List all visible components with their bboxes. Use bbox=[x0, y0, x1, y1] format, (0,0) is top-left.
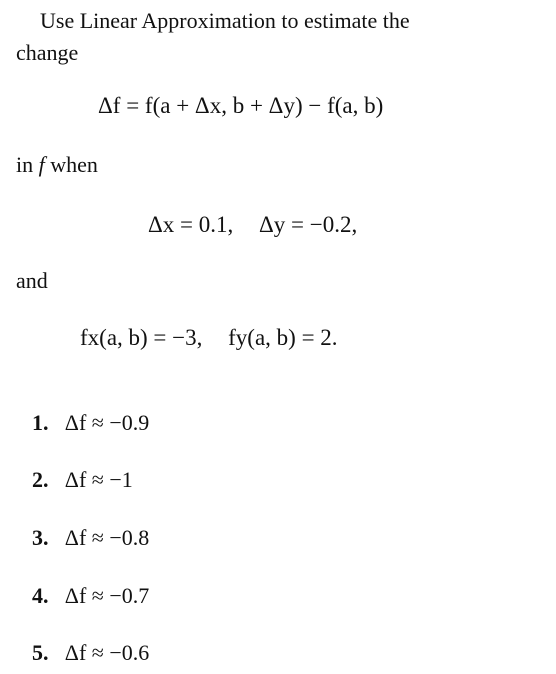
option-2[interactable] bbox=[32, 467, 133, 493]
option-2-number: 2. bbox=[32, 467, 49, 492]
option-4-number: 4. bbox=[32, 583, 49, 608]
intro-line-1: Use Linear Approximation to estimate the bbox=[40, 8, 410, 33]
partials-line bbox=[80, 325, 338, 351]
option-2-expr: Δf ≈ −1 bbox=[64, 467, 133, 492]
when-text: when bbox=[50, 152, 98, 177]
option-4-expr: Δf ≈ −0.7 bbox=[64, 583, 150, 608]
option-1[interactable] bbox=[32, 410, 149, 436]
option-3-expr: Δf ≈ −0.8 bbox=[64, 525, 150, 550]
option-1-expr: Δf ≈ −0.9 bbox=[64, 410, 150, 435]
fx-value: fx(a, b) = −3, bbox=[80, 325, 203, 350]
fy-value: fy(a, b) = 2. bbox=[228, 325, 338, 350]
option-3[interactable] bbox=[32, 525, 149, 551]
delta-f-definition: Δf = f(a + Δx, b + Δy) − f(a, b) bbox=[98, 93, 384, 118]
option-5-number: 5. bbox=[32, 640, 49, 665]
intro-line-2: change bbox=[16, 40, 79, 65]
option-5[interactable] bbox=[32, 640, 149, 666]
option-1-number: 1. bbox=[32, 410, 49, 435]
delta-x-value: Δx = 0.1, bbox=[148, 212, 234, 237]
option-4[interactable] bbox=[32, 583, 149, 609]
f-symbol: f bbox=[38, 152, 45, 177]
and-text: and bbox=[16, 268, 48, 293]
option-3-number: 3. bbox=[32, 525, 49, 550]
delta-y-value: Δy = −0.2, bbox=[259, 212, 358, 237]
in-text: in bbox=[16, 152, 34, 177]
option-5-expr: Δf ≈ −0.6 bbox=[64, 640, 150, 665]
increments-line bbox=[148, 212, 357, 238]
in-f-when bbox=[16, 152, 98, 178]
